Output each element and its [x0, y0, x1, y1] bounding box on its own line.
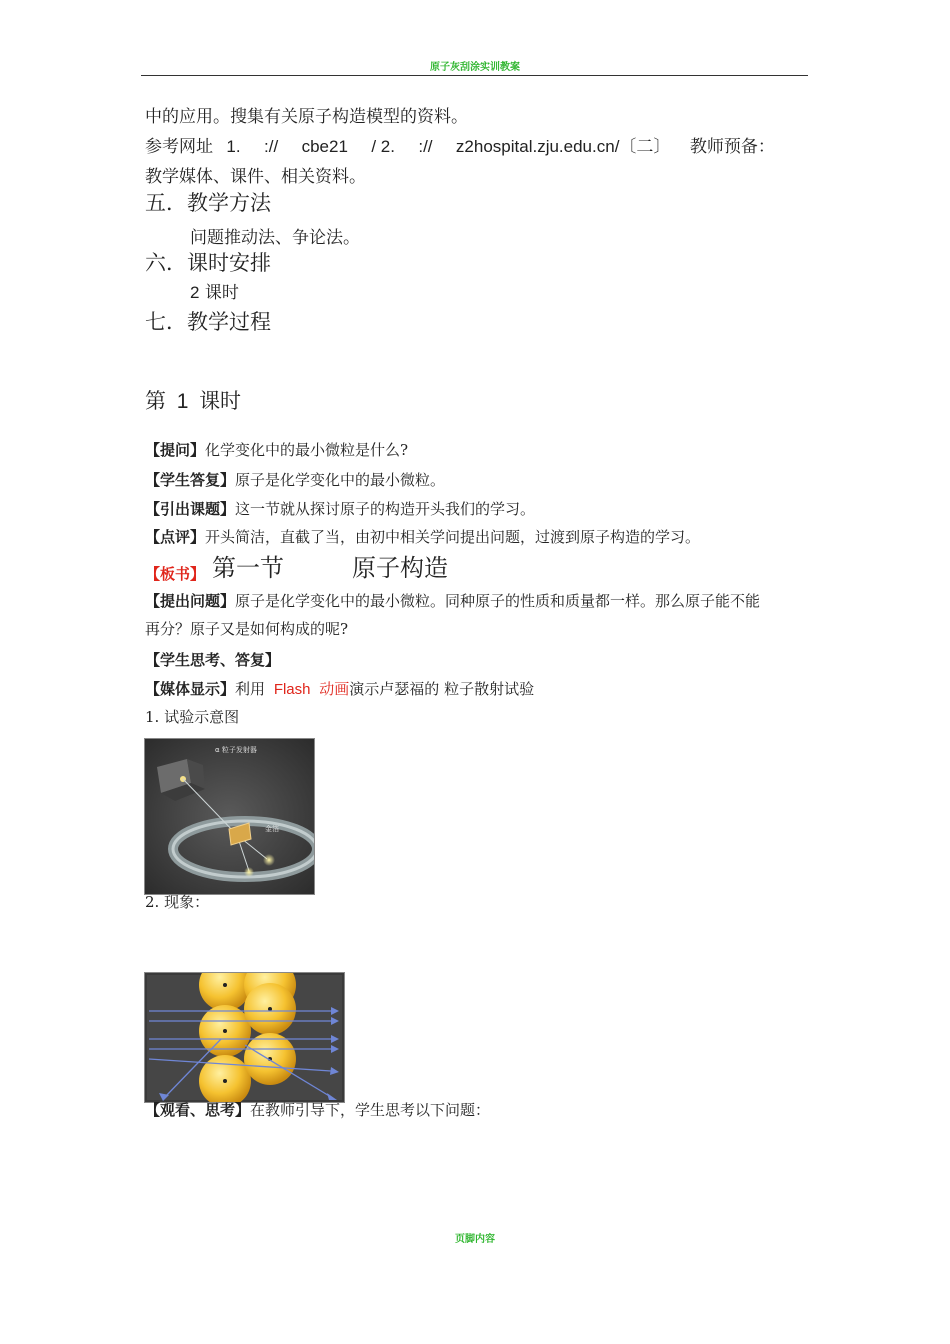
section-title-name: 原子构造 [352, 554, 448, 582]
reference-url-line [145, 136, 775, 158]
qa-text: 开头简洁，直截了当，由初中相关学问提出问题，过渡到原子构造的学习。 [205, 528, 701, 546]
url-2-host[interactable]: z2hospital.zju.edu.cn/〔二〕 [455, 137, 671, 156]
teaching-method-text: 问题推动法、争论法。 [190, 228, 360, 248]
posed-question-text: 原子是化学变化中的最小微粒。同种原子的性质和质量都一样。那么原子能不能 [235, 592, 761, 610]
watch-think-tag: 【观看、思考】 [145, 1101, 251, 1119]
paragraph-line-1: 中的应用。搜集有关原子构造模型的资料。 [145, 107, 468, 127]
schedule-unit: 课时 [204, 283, 239, 303]
media-pre: 利用 [235, 680, 266, 698]
qa-tag: 【提问】 [145, 441, 206, 459]
heading-schedule: 六．课时安排 [145, 251, 271, 275]
qa-topic [145, 499, 535, 519]
url-1-index: 1. [226, 137, 241, 156]
url-1-scheme: :// [264, 137, 279, 156]
page-footer: 页脚内容 [455, 1234, 495, 1245]
header-rule [141, 75, 808, 76]
heading-teaching-method: 五．教学方法 [145, 191, 271, 215]
paragraph-line-3: 教学媒体、课件、相关资料。 [145, 167, 366, 187]
reference-label: 参考网址 [145, 137, 213, 157]
page-header: 原子灰刮涂实训教案 [430, 62, 520, 73]
lesson-title-prefix: 第 [145, 389, 166, 413]
foil-label: 金箔 [265, 825, 279, 833]
teacher-prep-label: 教师预备： [689, 137, 775, 157]
media-post: 演示卢瑟福的 粒子散射试验 [349, 680, 535, 698]
figure-2-image [144, 972, 345, 1103]
lesson-number: 1 [176, 390, 189, 413]
schedule-text [190, 282, 239, 304]
media-line [145, 679, 534, 700]
student-think-tag: 【学生思考、答复】 [145, 651, 281, 669]
qa-text: 化学变化中的最小微粒是什么? [205, 441, 409, 459]
media-tag: 【媒体显示】 [145, 680, 236, 698]
board-tag: 【板书】 [145, 565, 206, 583]
schedule-number: 2 [190, 283, 200, 302]
figure-1-caption: 1. 试验示意图 [145, 708, 240, 726]
lesson-title-suffix: 课时 [199, 389, 242, 413]
rutherford-apparatus-illustration [145, 739, 314, 894]
qa-tag: 【学生答复】 [145, 471, 236, 489]
media-anim: 动画 [319, 680, 350, 698]
atom-scattering-illustration [145, 973, 344, 1102]
section-title-number: 第一节 [212, 554, 284, 582]
figure-2-caption: 2. 现象： [145, 893, 210, 911]
url-2-scheme: :// [418, 137, 433, 156]
qa-tag: 【点评】 [145, 528, 206, 546]
watch-think-text: 在教师引导下，学生思考以下问题： [250, 1101, 491, 1119]
qa-comment [145, 527, 700, 547]
qa-tag: 【引出课题】 [145, 500, 236, 518]
lesson-title [145, 388, 241, 415]
qa-text: 原子是化学变化中的最小微粒。 [235, 471, 446, 489]
media-flash: Flash [273, 681, 311, 698]
qa-text: 这一节就从探讨原子的构造开头我们的学习。 [235, 500, 536, 518]
posed-question-line-2: 再分？原子又是如何构成的呢? [145, 620, 349, 638]
watch-think-line [145, 1100, 490, 1120]
qa-answer [145, 470, 445, 490]
posed-question-line-1 [145, 591, 760, 611]
qa-question [145, 440, 408, 460]
url-2-index: / 2. [371, 137, 395, 156]
figure-1-image [144, 738, 315, 895]
posed-question-tag: 【提出问题】 [145, 592, 236, 610]
url-1-host[interactable]: cbe21 [301, 137, 348, 156]
source-label: α 粒子发射器 [215, 746, 257, 754]
heading-process: 七．教学过程 [145, 310, 271, 334]
